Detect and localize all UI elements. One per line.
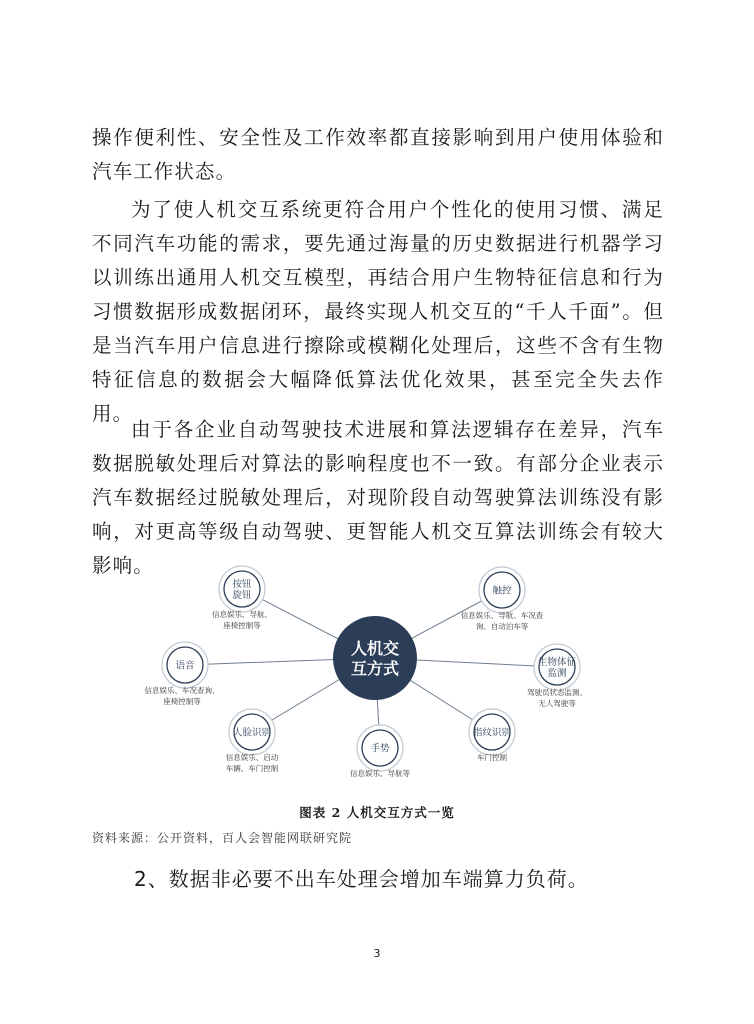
node-label: 按钮 xyxy=(232,579,252,590)
center-circle xyxy=(333,616,417,700)
node-description: 驾驶员状态监测、 xyxy=(527,688,587,697)
center-label: 互方式 xyxy=(350,659,400,678)
figure-caption: 图表 2 人机交互方式一览 xyxy=(299,805,455,820)
paragraph-2: 为了使人机交互系统更符合用户个性化的使用习惯、满足不同汽车功能的需求，要先通过海量的历史数据进行机器学习以训练出通用人机交互模型，再结合用户生物特征信息和行为习惯数据形成数据闭环，最终实现人机交互的“千人千面”。但是当汽车用户信息进行擦除或模糊化处理后，这些不含有生物特征信息的数据会大幅降低算法优化效果，甚至完全失去作用。 xyxy=(92,198,664,425)
diagram-node-1 xyxy=(461,567,544,631)
diagram-node-5 xyxy=(350,725,410,778)
node-description: 信息娱乐、车况查询、 xyxy=(144,686,220,695)
node-label: 监测 xyxy=(547,668,567,679)
interaction-mode-diagram xyxy=(92,560,664,790)
node-description: 信息娱乐、导航、车况查 xyxy=(460,611,544,620)
node-label: 人脸识别 xyxy=(232,727,272,739)
node-label: 生物体征 xyxy=(537,657,577,668)
diagram-node-4 xyxy=(226,709,279,773)
node-label: 指纹识别 xyxy=(472,727,512,739)
diagram-node-2 xyxy=(145,642,220,706)
node-label: 旋钮 xyxy=(232,590,252,601)
section-heading: 2、数据非必要不出车处理会增加车端算力负荷。 xyxy=(134,867,589,891)
node-description: 座椅控制等 xyxy=(223,621,261,630)
center-node xyxy=(333,616,417,700)
node-description: 车门控制 xyxy=(477,753,507,762)
node-label: 触控 xyxy=(492,585,512,597)
node-description: 座椅控制等 xyxy=(163,697,201,706)
node-description: 车辆、车门控制 xyxy=(225,764,279,773)
node-description: 信息娱乐、导航、 xyxy=(212,610,272,619)
node-description: 无人驾驶等 xyxy=(538,699,576,708)
diagram-node-0 xyxy=(212,566,272,630)
node-label: 手势 xyxy=(370,743,390,755)
page-number: 3 xyxy=(373,947,381,960)
diagram-node-3 xyxy=(527,644,587,708)
node-description: 信息娱乐、导航等 xyxy=(350,769,410,778)
center-label: 人机交 xyxy=(350,639,400,658)
paragraph-1: 操作便利性、安全性及工作效率都直接影响到用户使用体验和汽车工作状态。 xyxy=(92,126,664,183)
node-description: 信息娱乐、启动 xyxy=(225,753,279,762)
node-label: 语音 xyxy=(175,660,195,672)
diagram-node-6 xyxy=(469,709,515,762)
paragraph-3: 由于各企业自动驾驶技术进展和算法逻辑存在差异，汽车数据脱敏处理后对算法的影响程度也不一致。有部分企业表示汽车数据经过脱敏处理后，对现阶段自动驾驶算法训练没有影响，对更高等级自动驾驶、更智能人机交互算法训练会有较大影响。 xyxy=(92,418,664,577)
source-note: 资料来源：公开资料，百人会智能网联研究院 xyxy=(92,831,353,845)
node-description: 询、自动泊车等 xyxy=(475,622,529,631)
